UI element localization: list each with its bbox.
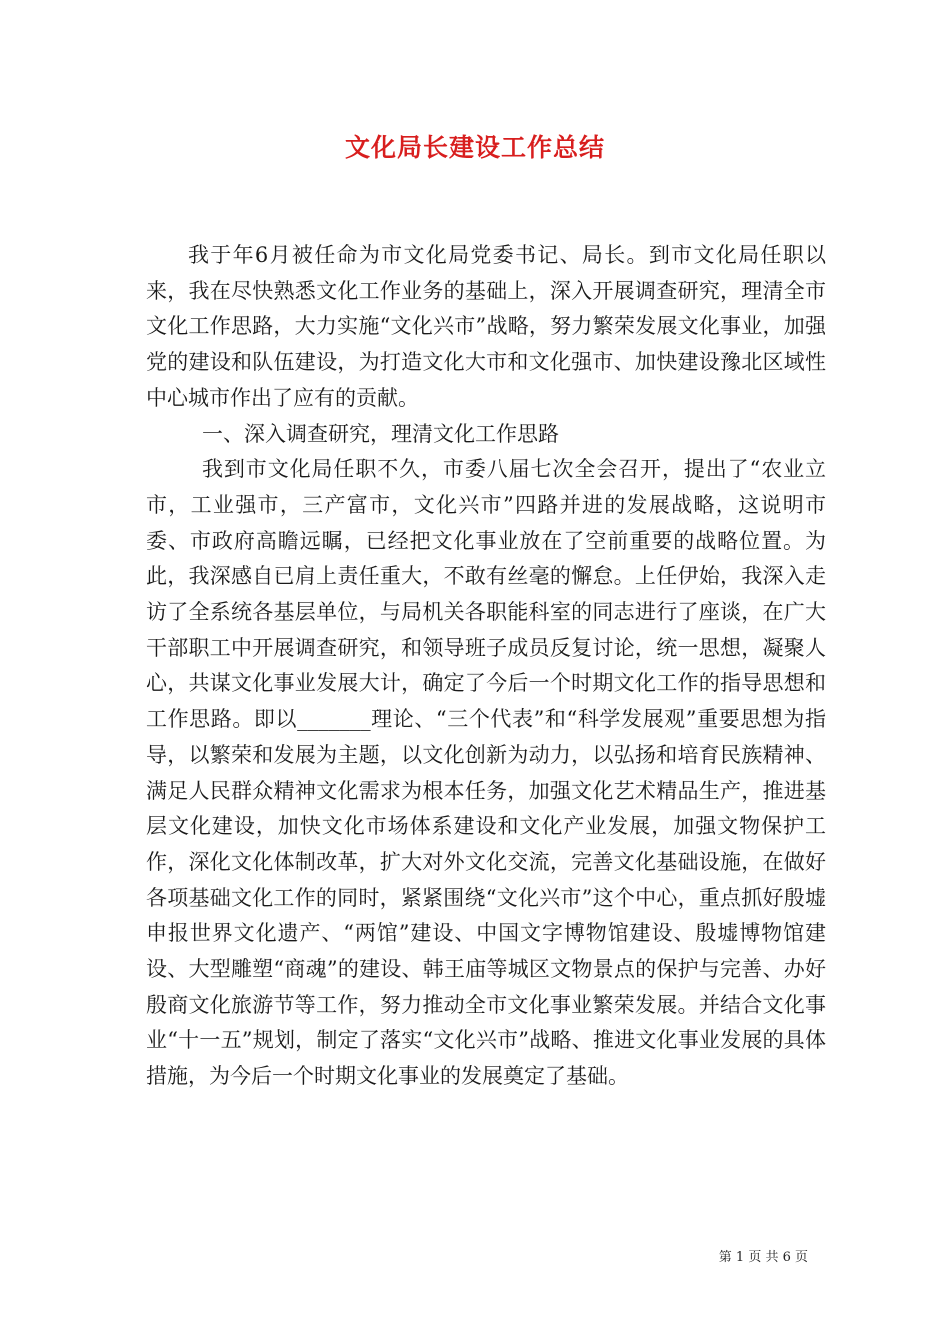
- document-title: 文化局长建设工作总结: [344, 133, 605, 162]
- section-paragraph: 我到市文化局任职不久，市委八届七次全会召开，提出了“农业立市，工业强市，三产富市，文化兴市”四路并进的发展战略，这说明市委、市政府高瞻远瞩，已经把文化事业放在了空前重要的战略位置。为此，我深感自已肩上责任重大，不敢有丝毫的懈怠。上任伊始，我深入走访了全系统各基层单位，与局机关各职能科室的同志进行了座谈，在广大干部职工中开展调查研究，和领导班子成员反复讨论，统一思想，凝聚人心，共谋文化事业发展大计，确定了今后一个时期文化工作的指导思想和工作思路。即以_______理论、“三个代表”和“科学发展观”重要思想为指导，以繁荣和发展为主题，以文化创新为动力，以弘扬和培育民族精神、满足人民群众精神文化需求为根本任务，加强文化艺术精品生产，推进基层文化建设，加快文化市场体系建设和文化产业发展，加强文物保护工作，深化文化体制改革，扩大对外文化交流，完善文化基础设施，在做好各项基础文化工作的同时，紧紧围绕“文化兴市”这个中心，重点抓好殷墟申报世界文化遗产、“两馆”建设、中国文字博物馆建设、殷墟博物馆建设、大型雕塑“商魂”的建设、韩王庙等城区文物景点的保护与完善、办好殷商文化旅游节等工作，努力推动全市文化事业繁荣发展。并结合文化事业“十一五”规划，制定了落实“文化兴市”战略、推进文化事业发展的具体措施，为今后一个时期文化事业的发展奠定了基础。: [146, 457, 826, 1089]
- page-footer: 第 1 页 共 6 页: [718, 1250, 808, 1265]
- document-body: [146, 238, 826, 1095]
- section-heading: 一、深入调查研究，理清文化工作思路: [202, 421, 559, 446]
- intro-paragraph: 我于年6月被任命为市文化局党委书记、局长。到市文化局任职以来，我在尽快熟悉文化工作业务的基础上，深入开展调查研究，理清全市文化工作思路，大力实施“文化兴市”战略，努力繁荣发展文化事业，加强党的建设和队伍建设，为打造文化大市和文化强市、加快建设豫北区域性中心城市作出了应有的贡献。: [146, 243, 826, 410]
